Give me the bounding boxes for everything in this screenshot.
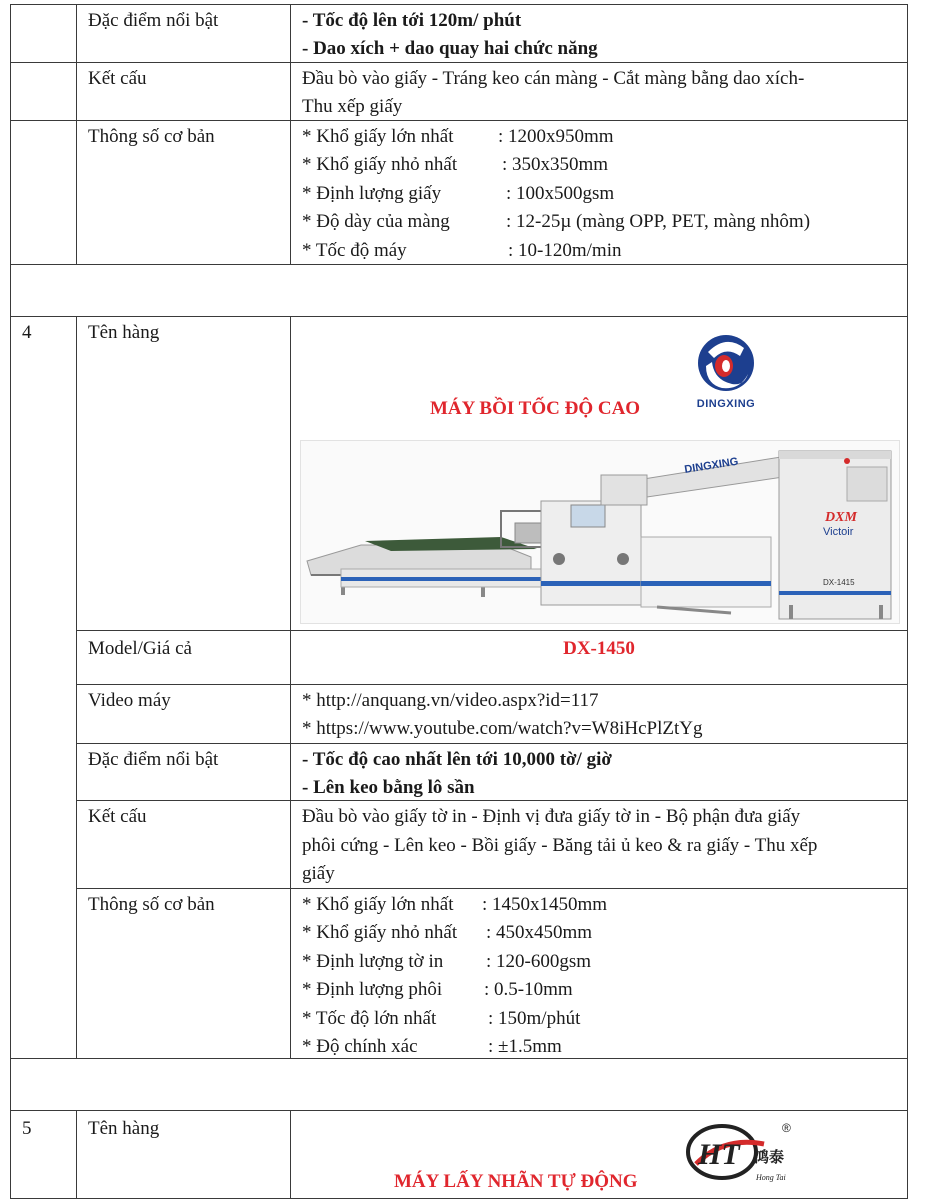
specs-label: Thông số cơ bản <box>88 894 215 915</box>
spec-value: : 150m/phút <box>488 1008 581 1029</box>
structure-label: Kết cấu <box>88 806 147 827</box>
column-border <box>290 1110 291 1198</box>
spec-name: * Tốc độ máy <box>302 240 407 261</box>
logo-chinese: 鸿泰 <box>754 1148 785 1166</box>
row-border <box>10 316 908 317</box>
video-link[interactable]: * https://www.youtube.com/watch?v=W8iHcPlZtYg <box>302 718 703 739</box>
hongtai-logo <box>684 1116 802 1192</box>
feature-line: - Lên keo bằng lô sần <box>302 777 475 798</box>
machine-badge-1: DXM <box>825 510 857 525</box>
column-border <box>76 4 77 264</box>
name-label: Tên hàng <box>88 322 160 343</box>
spec-value: : 12-25µ (màng OPP, PET, màng nhôm) <box>506 211 811 232</box>
spec-value: : 120-600gsm <box>486 951 592 972</box>
item-number: 5 <box>22 1118 32 1139</box>
row-border <box>76 800 908 801</box>
machine-plate: DX-1415 <box>823 578 855 587</box>
model-label: Model/Giá cả <box>88 638 192 659</box>
table-border <box>10 4 11 1199</box>
structure-label: Kết cấu <box>88 68 147 89</box>
row-border <box>76 743 908 744</box>
row-border <box>10 1058 908 1059</box>
spec-value: : 350x350mm <box>502 154 609 175</box>
specs-label: Thông số cơ bản <box>88 126 215 147</box>
product-title: MÁY LẤY NHÃN TỰ ĐỘNG <box>394 1171 638 1192</box>
spec-value: : ±1.5mm <box>488 1036 562 1057</box>
feature-line: - Tốc độ lên tới 120m/ phút <box>302 10 522 31</box>
row-border <box>10 1110 908 1111</box>
laminating-machine-icon <box>301 441 899 623</box>
logo-letters: HT <box>698 1138 740 1171</box>
spec-name: * Khổ giấy nhỏ nhất <box>302 154 458 175</box>
product-title: MÁY BỒI TỐC ĐỘ CAO <box>430 398 641 419</box>
item-number: 4 <box>22 322 32 343</box>
row-border <box>76 888 908 889</box>
hongtai-logo-icon <box>684 1116 802 1192</box>
machine-badge-2: Victoir <box>823 526 854 538</box>
machine-brand: DINGXING <box>683 455 740 476</box>
column-border <box>76 316 77 1058</box>
logo-text: DINGXING <box>696 398 756 410</box>
structure-line: Đầu bò vào giấy tờ in - Định vị đưa giấy tờ in - Bộ phận đưa giấy <box>302 806 801 827</box>
row-border <box>10 264 908 265</box>
logo-sub: Hong Tai <box>756 1173 786 1182</box>
row-border <box>76 684 908 685</box>
dingxing-logo <box>684 328 768 416</box>
spec-value: : 1200x950mm <box>498 126 614 147</box>
feature-line: - Dao xích + dao quay hai chức năng <box>302 38 598 59</box>
name-label: Tên hàng <box>88 1118 160 1139</box>
video-link[interactable]: * http://anquang.vn/video.aspx?id=117 <box>302 690 599 711</box>
column-border <box>76 1110 77 1198</box>
spec-name: * Khổ giấy nhỏ nhất <box>302 922 458 943</box>
spec-value: : 0.5-10mm <box>484 979 573 1000</box>
row-border <box>10 120 908 121</box>
machine-photo <box>300 440 900 624</box>
spec-name: * Độ chính xác <box>302 1036 418 1057</box>
structure-line: Đầu bò vào giấy - Tráng keo cán màng - Cắt màng bằng dao xích- <box>302 68 805 89</box>
row-border <box>10 1198 908 1199</box>
features-label: Đặc điểm nổi bật <box>88 10 219 31</box>
spec-name: * Tốc độ lớn nhất <box>302 1008 437 1029</box>
model-value: DX-1450 <box>563 638 635 659</box>
spec-name: * Khổ giấy lớn nhất <box>302 126 454 147</box>
structure-line: phôi cứng - Lên keo - Bồi giấy - Băng tải ủ keo & ra giấy - Thu xếp <box>302 835 818 856</box>
features-label: Đặc điểm nổi bật <box>88 749 219 770</box>
row-border <box>76 630 908 631</box>
logo-registered: ® <box>782 1121 791 1135</box>
spec-name: * Định lượng tờ in <box>302 951 444 972</box>
column-border <box>290 4 291 264</box>
structure-line: Thu xếp giấy <box>302 96 403 117</box>
video-label: Video máy <box>88 690 171 711</box>
spec-name: * Độ dày của màng <box>302 211 450 232</box>
spec-name: * Định lượng phôi <box>302 979 443 1000</box>
column-border <box>290 316 291 1058</box>
row-border <box>10 4 908 5</box>
spec-name: * Định lượng giấy <box>302 183 442 204</box>
spec-value: : 450x450mm <box>486 922 593 943</box>
structure-line: giấy <box>302 863 335 884</box>
spec-value: : 10-120m/min <box>508 240 622 261</box>
spec-value: : 100x500gsm <box>506 183 615 204</box>
spec-value: : 1450x1450mm <box>482 894 608 915</box>
spec-name: * Khổ giấy lớn nhất <box>302 894 454 915</box>
table-border <box>907 4 908 1199</box>
feature-line: - Tốc độ cao nhất lên tới 10,000 tờ/ giờ <box>302 749 612 770</box>
